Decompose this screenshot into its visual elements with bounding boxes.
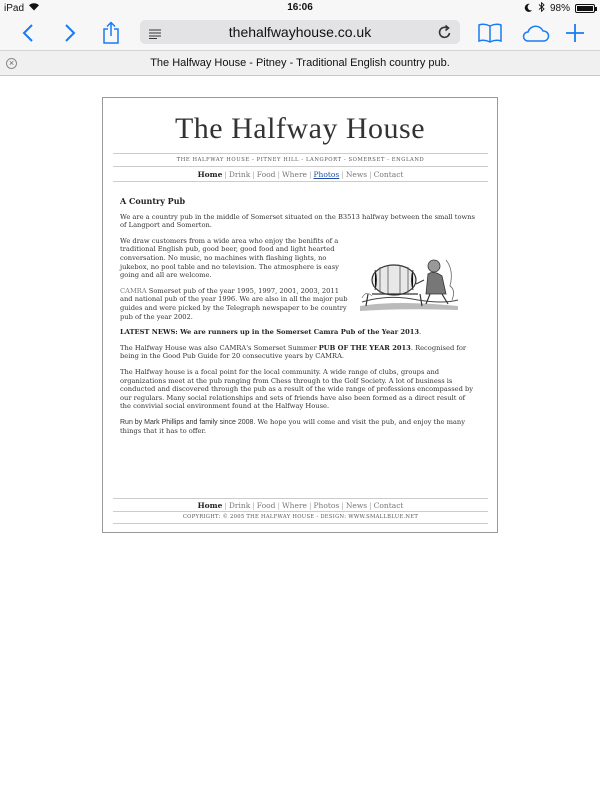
device-label: iPad [4,2,25,14]
main-content [120,197,475,443]
tab-bar [0,50,600,76]
tab-title[interactable]: The Halfway House - Pitney - Traditional English country pub. [150,57,450,69]
url-text: thehalfwayhouse.co.uk [228,24,372,40]
status-bar [0,0,600,16]
back-icon[interactable] [18,19,38,47]
nav-photos[interactable]: Photos [313,170,340,179]
site-title: The Halfway House [174,112,426,145]
share-icon[interactable] [100,19,122,47]
bluetooth-icon [538,2,545,15]
nav-where[interactable]: Where [281,170,307,179]
nav-contact[interactable]: Contact [373,170,404,179]
moon-icon [524,3,533,15]
address-bar[interactable] [140,20,460,44]
awards-paragraph: CAMRA Somerset pub of the year 1995, 1997, 2001, 2003, 2011 and national pub of the year 1996. We are also in all the major pub guides and were picked by the Telegraph newspaper to be country pub of the year 2002. [120,286,348,321]
community-paragraph: The Halfway house is a focal point for the local community. A wide range of clubs, groups and organizations meet at the pub ranging from Chess through to the Golf Society. A lot of business is conducted and discovered through the pub as a result of the wide range of professions encompassed by our regulars. Many social relationships and sets of friends have also been formed as a direct result of the convivial social environment found at the Halfway House. [120,367,474,411]
browser-toolbar [0,16,600,50]
address-line: THE HALFWAY HOUSE - PITNEY HILL - LANGPORT - SOMERSET - ENGLAND [113,153,488,167]
forward-icon[interactable] [60,19,80,47]
nav-news[interactable]: News [345,170,368,179]
latest-news: LATEST NEWS: We are runners up in the Somerset Camra Pub of the Year 2013. [120,328,422,337]
clock: 16:06 [287,2,313,13]
nav-home[interactable]: Home [197,170,223,179]
owners-paragraph: Run by Mark Phillips and family since 2008. We hope you will come and visit the pub, and enjoy the many things that it has to offer. [120,417,466,436]
bookmarks-icon[interactable] [478,19,502,47]
nav-contact[interactable]: Contact [373,501,404,510]
section-heading: A Country Pub [120,196,186,206]
close-tab-icon[interactable]: × [6,58,17,69]
nav-food[interactable]: Food [256,170,276,179]
intro-paragraph: We are a country pub in the middle of Somerset situated on the B3513 halfway between the small towns of Langport and Somerton. [120,212,475,230]
pub-illustration [358,250,462,314]
web-page [102,97,498,533]
battery-icon [575,4,595,13]
summer-award-paragraph: The Halfway House was also CAMRA's Somerset Summer PUB OF THE YEAR 2013. Recognised for being in the Good Pub Guide for 20 consecutive years by CAMRA. [120,343,467,361]
battery-percent: 98% [549,3,570,14]
nav-drink[interactable]: Drink [228,501,251,510]
icloud-tabs-icon[interactable] [520,19,550,47]
new-tab-icon[interactable] [564,19,586,47]
top-nav: Home | Drink | Food | Where | Photos | News | Contact [113,168,488,182]
nav-food[interactable]: Food [256,501,276,510]
nav-home[interactable]: Home [197,501,223,510]
nav-photos[interactable]: Photos [313,501,340,510]
nav-drink[interactable]: Drink [228,170,251,179]
copyright-footer: COPYRIGHT: © 2005 THE HALFWAY HOUSE - DESIGN: WWW.SMALLBLUE.NET [113,512,488,524]
nav-where[interactable]: Where [281,501,307,510]
reload-icon[interactable] [438,24,452,45]
nav-news[interactable]: News [345,501,368,510]
customers-paragraph: We draw customers from a wide area who enjoy the benifits of a traditional English pub, good beer, good food and light hearted conversation. No music, no machines with flashing lights, no jukebox, no pool table and no television. The atmosphere is easy going and all are welcome. [120,236,339,280]
camra-link[interactable]: CAMRA [120,286,147,295]
bottom-nav: Home | Drink | Food | Where | Photos | News | Contact [113,498,488,512]
